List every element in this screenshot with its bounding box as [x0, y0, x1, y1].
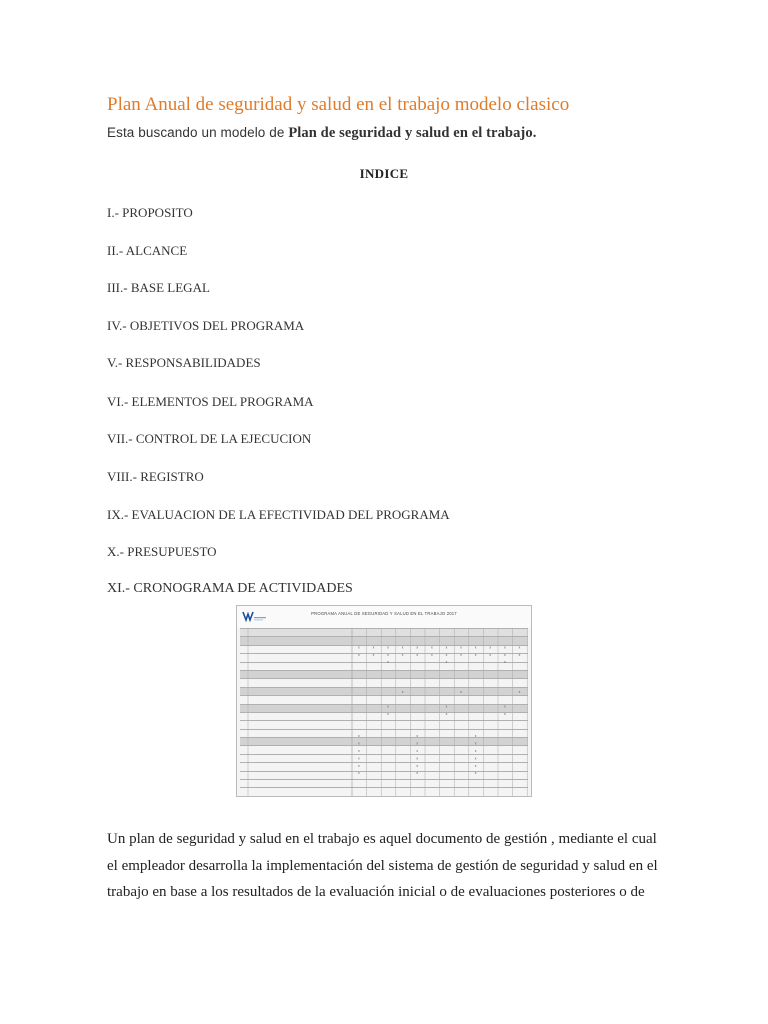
schedule-mark: x	[474, 734, 477, 739]
toc-item: X.- PRESUPUESTO	[107, 544, 217, 559]
schedule-mark: x	[474, 763, 477, 768]
schedule-mark: x	[416, 734, 419, 739]
indice-heading: INDICE	[359, 166, 409, 181]
schedule-mark: x	[445, 652, 448, 657]
schedule-mark: x	[489, 645, 492, 650]
schedule-mark: x	[372, 652, 375, 657]
schedule-mark: x	[504, 652, 506, 657]
toc-item: II.- ALCANCE	[107, 243, 188, 258]
schedule-mark: x	[445, 660, 448, 665]
toc-item: III.- BASE LEGAL	[107, 280, 210, 295]
schedule-row	[240, 628, 528, 636]
schedule-mark: x	[358, 645, 360, 650]
schedule-row	[240, 779, 528, 787]
schedule-row	[240, 712, 528, 720]
toc-item: IX.- EVALUACION DE LA EFECTIVIDAD DEL PROGRAMA	[107, 507, 450, 522]
schedule-title: PROGRAMA ANUAL DE SEGURIDAD Y SALUD EN EL TRABAJO 2017	[311, 611, 457, 616]
schedule-mark: x	[474, 771, 477, 776]
schedule-row	[240, 670, 528, 678]
schedule-header	[237, 606, 531, 628]
schedule-mark: x	[504, 660, 506, 665]
schedule-mark: x	[474, 741, 477, 746]
body-line: el empleador desarrolla la implementación del sistema de gestión de seguridad y salud en el	[107, 857, 658, 874]
schedule-mark: x	[518, 689, 521, 694]
schedule-mark: x	[460, 645, 462, 650]
schedule-mark: x	[387, 652, 389, 657]
schedule-mark: x	[358, 741, 360, 746]
schedule-mark: x	[416, 741, 419, 746]
schedule-mark: x	[518, 645, 521, 650]
schedule-mark: x	[431, 652, 433, 657]
schedule-row	[240, 645, 528, 653]
schedule-row	[240, 754, 528, 762]
toc-item: VII.- CONTROL DE LA EJECUCION	[107, 431, 312, 446]
schedule-mark: x	[445, 712, 448, 716]
schedule-mark: x	[504, 704, 506, 709]
schedule-mark: x	[474, 652, 477, 657]
schedule-mark: x	[431, 645, 433, 650]
schedule-mark: x	[474, 756, 477, 761]
schedule-row	[240, 729, 528, 737]
schedule-mark: x	[416, 756, 419, 761]
schedule-mark: x	[358, 763, 360, 768]
schedule-mark: x	[489, 652, 492, 657]
schedule-row	[240, 745, 528, 753]
schedule-row	[240, 678, 528, 686]
schedule-mark: x	[401, 689, 404, 694]
body-line: Un plan de seguridad y salud en el trabajo es aquel documento de gestión , mediante el cual	[107, 831, 657, 847]
schedule-grid	[240, 628, 528, 797]
schedule-mark: x	[416, 763, 419, 768]
schedule-mark: x	[474, 645, 477, 650]
intro-period: .	[532, 125, 537, 141]
schedule-mark: x	[358, 756, 360, 761]
schedule-row	[240, 653, 528, 661]
schedule-mark: x	[474, 749, 477, 753]
intro-bold-text: Plan de seguridad y salud en el trabajo	[288, 125, 533, 141]
body-line: trabajo en base a los resultados de la evaluación inicial o de evaluaciones posteriores o de	[107, 884, 645, 900]
toc-item: I.- PROPOSITO	[107, 205, 193, 220]
schedule-mark: x	[387, 712, 389, 716]
schedule-mark: x	[445, 704, 448, 709]
toc-item: XI.- CRONOGRAMA DE ACTIVIDADES	[107, 581, 353, 596]
schedule-row	[240, 771, 528, 779]
schedule-mark: x	[401, 652, 404, 657]
schedule-mark: x	[372, 645, 375, 650]
schedule-mark: x	[358, 734, 360, 739]
schedule-mark: x	[445, 645, 448, 650]
body-paragraph	[107, 826, 667, 906]
toc-item: IV.- OBJETIVOS DEL PROGRAMA	[107, 318, 305, 333]
schedule-row	[240, 704, 528, 712]
schedule-row	[240, 720, 528, 728]
schedule-row	[240, 787, 528, 795]
toc-item: V.- RESPONSABILIDADES	[107, 355, 261, 370]
schedule-mark: x	[416, 652, 419, 657]
schedule-mark: x	[358, 771, 360, 776]
schedule-mark: x	[504, 712, 506, 716]
schedule-mark: x	[387, 660, 389, 665]
intro-paragraph	[107, 125, 536, 142]
schedule-row	[240, 636, 528, 644]
schedule-row	[240, 737, 528, 745]
schedule-mark: x	[460, 652, 462, 657]
schedule-mark: x	[416, 645, 419, 650]
schedule-mark: x	[358, 652, 360, 657]
schedule-mark: x	[518, 652, 521, 657]
schedule-mark: x	[387, 645, 389, 650]
schedule-mark: x	[416, 749, 419, 753]
schedule-mark: x	[401, 645, 404, 650]
schedule-mark: x	[387, 704, 389, 709]
schedule-mark: x	[416, 771, 419, 776]
intro-text: Esta buscando un modelo de	[107, 125, 289, 140]
schedule-mark: x	[358, 749, 360, 753]
schedule-mark: x	[504, 645, 506, 650]
schedule-row	[240, 762, 528, 770]
schedule-table-image	[236, 605, 532, 797]
toc-item: VIII.- REGISTRO	[107, 469, 204, 484]
schedule-row	[240, 687, 528, 695]
schedule-row	[240, 695, 528, 703]
schedule-row	[240, 662, 528, 670]
document-title: Plan Anual de seguridad y salud en el trabajo modelo clasico	[107, 94, 570, 115]
schedule-mark: x	[460, 689, 462, 694]
schedule-row	[240, 796, 528, 797]
toc-item: VI.- ELEMENTOS DEL PROGRAMA	[107, 394, 314, 409]
